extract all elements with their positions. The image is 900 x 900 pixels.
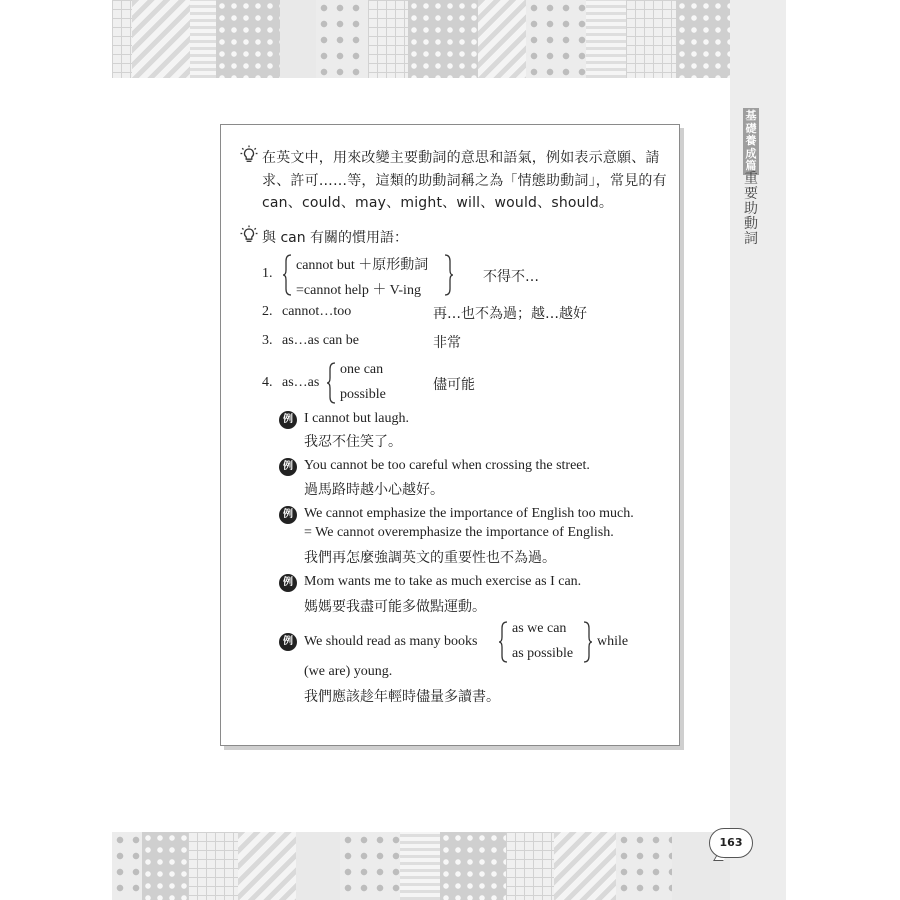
section-heading: 與 can 有關的慣用語： bbox=[262, 230, 409, 246]
page-number: 163 bbox=[709, 828, 753, 858]
example-translation: 我忍不住笑了。 bbox=[304, 434, 402, 450]
right-brace bbox=[583, 621, 593, 663]
lightbulb-icon bbox=[240, 225, 258, 245]
idiom-number: 2. bbox=[262, 304, 273, 319]
example-sentence: I cannot but laugh. bbox=[304, 411, 409, 426]
idiom-line: cannot but ＋原形動詞 bbox=[296, 258, 429, 273]
decorative-tape-top bbox=[112, 0, 732, 78]
example-badge-icon: 例 bbox=[279, 574, 297, 592]
example-badge-icon: 例 bbox=[279, 411, 297, 429]
idiom-number: 1. bbox=[262, 266, 273, 281]
idiom-phrase: as…as bbox=[282, 375, 320, 390]
lightbulb-icon bbox=[240, 145, 258, 165]
example-sentence: You cannot be too careful when crossing the street. bbox=[304, 458, 590, 473]
idiom-option: possible bbox=[340, 387, 386, 402]
example-option: as possible bbox=[512, 646, 574, 661]
example-sentence-alt: = We cannot overemphasize the importance of English. bbox=[304, 525, 614, 540]
example-badge-icon: 例 bbox=[279, 458, 297, 476]
idiom-phrase: cannot…too bbox=[282, 304, 352, 319]
example-sentence-tail: while bbox=[597, 634, 629, 649]
example-translation: 我們應該趁年輕時儘量多讀書。 bbox=[304, 689, 500, 705]
intro-paragraph: 在英文中，用來改變主要動詞的意思和語氣，例如表示意願、請求、許可……等，這類的助動詞稱之為「情態助動詞」，常見的有 can、could、may、might、will、would、should。 bbox=[262, 150, 667, 211]
left-brace bbox=[326, 362, 336, 404]
idiom-meaning: 再…也不為過；越…越好 bbox=[433, 306, 587, 322]
example-badge-icon: 例 bbox=[279, 506, 297, 524]
idiom-meaning: 儘可能 bbox=[433, 377, 475, 393]
idiom-meaning: 不得不… bbox=[483, 269, 539, 285]
example-sentence: Mom wants me to take as much exercise as I can. bbox=[304, 574, 582, 589]
example-sentence: We cannot emphasize the importance of English too much. bbox=[304, 506, 634, 521]
example-translation: 過馬路時越小心越好。 bbox=[304, 482, 444, 498]
left-brace bbox=[282, 254, 292, 296]
example-translation: 媽媽要我盡可能多做點運動。 bbox=[304, 599, 486, 615]
example-option: as we can bbox=[512, 621, 567, 636]
content-box bbox=[220, 124, 680, 746]
side-chapter-title: 重 要 助 動 詞 bbox=[744, 171, 758, 247]
example-translation: 我們再怎麼強調英文的重要性也不為過。 bbox=[304, 550, 556, 566]
example-sentence: We should read as many books bbox=[304, 634, 478, 649]
idiom-phrase: as…as can be bbox=[282, 333, 359, 348]
idiom-number: 3. bbox=[262, 333, 273, 348]
right-brace bbox=[444, 254, 454, 296]
idiom-meaning: 非常 bbox=[433, 335, 461, 351]
side-section-tag: 基 礎 養 成 篇 bbox=[743, 108, 759, 175]
idiom-number: 4. bbox=[262, 375, 273, 390]
left-brace bbox=[498, 621, 508, 663]
example-sentence-continued: (we are) young. bbox=[304, 664, 393, 679]
idiom-line: =cannot help ＋ V-ing bbox=[296, 283, 421, 298]
decorative-tape-bottom bbox=[112, 832, 732, 900]
idiom-option: one can bbox=[340, 362, 384, 377]
example-badge-icon: 例 bbox=[279, 633, 297, 651]
